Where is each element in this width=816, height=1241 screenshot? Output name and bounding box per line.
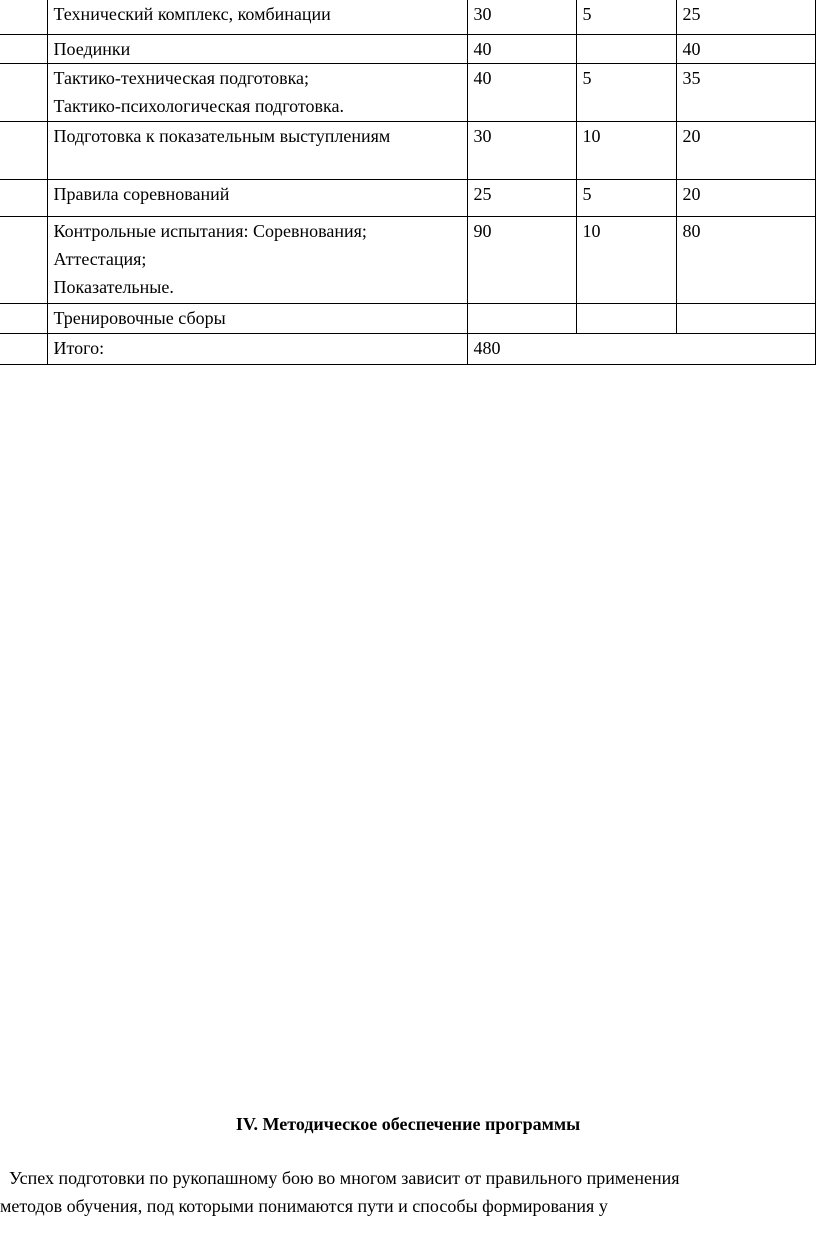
practice-hours-cell: 25 (676, 0, 815, 34)
table-row (0, 303, 815, 333)
paragraph-line-1: Успех подготовки по рукопашному бою во многом зависит от правильного применения (9, 1168, 680, 1188)
total-hours-cell: 30 (467, 121, 576, 179)
practice-hours-cell: 20 (676, 179, 815, 216)
body-paragraph (0, 1164, 816, 1220)
topic-name: Тренировочные сборы (53, 307, 226, 328)
section-heading: IV. Методическое обеспечение программы (235, 1114, 581, 1134)
topic-cell (47, 179, 467, 216)
topic-name-line2: Аттестация; (53, 248, 147, 269)
topic-name-line2: Тактико-психологическая подготовка. (53, 95, 344, 116)
topic-cell (47, 34, 467, 63)
table-row (0, 121, 815, 179)
curriculum-table (0, 0, 816, 365)
topic-name: Подготовка к показательным выступлениям (53, 125, 391, 146)
total-value: 480 (473, 337, 501, 358)
topic-name: Технический комплекс, комбинации (53, 4, 331, 24)
total-label: Итого: (53, 337, 105, 358)
theory-hours-cell: 10 (576, 216, 676, 303)
total-hours-cell: 40 (467, 63, 576, 121)
table-row (0, 63, 815, 121)
paragraph-line-2: методов обучения, под которыми понимаются пути и способы формирования у (0, 1196, 608, 1216)
row-index-cell (0, 0, 47, 34)
topic-cell (47, 121, 467, 179)
practice-hours-cell: 35 (676, 63, 815, 121)
topic-cell (47, 0, 467, 34)
row-index-cell (0, 34, 47, 63)
practice-hours-cell: 20 (676, 121, 815, 179)
table-row (0, 0, 815, 34)
topic-name: Контрольные испытания: Соревнования; (53, 220, 367, 241)
topic-cell (47, 63, 467, 121)
topic-name: Тактико-техническая подготовка; (53, 67, 310, 88)
total-label-cell (47, 333, 467, 364)
practice-hours-cell (676, 303, 815, 333)
practice-hours-cell: 80 (676, 216, 815, 303)
topic-cell (47, 303, 467, 333)
table-row (0, 216, 815, 303)
row-index-cell (0, 63, 47, 121)
theory-hours-cell: 5 (576, 179, 676, 216)
table-row (0, 34, 815, 63)
total-hours-cell: 40 (467, 34, 576, 63)
table-row (0, 179, 815, 216)
total-hours-cell: 90 (467, 216, 576, 303)
total-hours-cell: 25 (467, 179, 576, 216)
row-index-cell (0, 121, 47, 179)
topic-name-line3: Показательные. (53, 276, 174, 297)
topic-name: Поединки (53, 38, 131, 59)
theory-hours-cell (576, 34, 676, 63)
total-hours-cell (467, 303, 576, 333)
total-hours-cell: 30 (467, 0, 576, 34)
row-index-cell (0, 333, 47, 364)
theory-hours-cell (576, 303, 676, 333)
theory-hours-cell: 10 (576, 121, 676, 179)
topic-cell (47, 216, 467, 303)
topic-name: Правила соревнований (53, 183, 230, 204)
total-row (0, 333, 815, 364)
theory-hours-cell: 5 (576, 0, 676, 34)
row-index-cell (0, 179, 47, 216)
practice-hours-cell: 40 (676, 34, 815, 63)
row-index-cell (0, 216, 47, 303)
row-index-cell (0, 303, 47, 333)
theory-hours-cell: 5 (576, 63, 676, 121)
total-value-cell (467, 333, 815, 364)
